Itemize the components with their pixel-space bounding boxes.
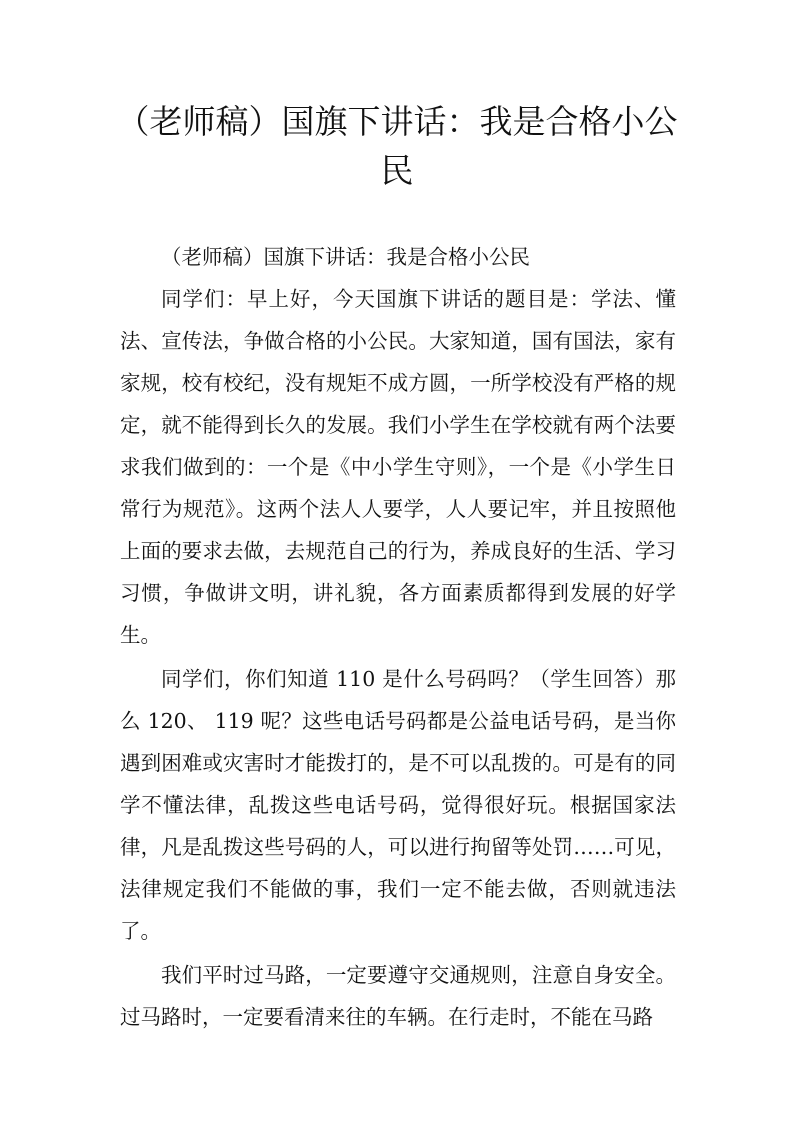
paragraph: 同学们，你们知道 110 是什么号码吗？（学生回答）那么 120、 119 呢？这些电话号码都是公益电话号码，是当你遇到困难或灾害时才能拨打的，是不可以乱拨的。可是有的同学不懂法律，乱拨这些电话号码，觉得很好玩。根据国家法律，凡是乱拨这些号码的人，可以进行拘留等处罚……可见，法律规定我们不能做的事，我们一定不能去做，否则就违法了。	[120, 667, 676, 943]
document-title: （老师稿）国旗下讲话：我是合格小公民	[116, 102, 678, 190]
paragraph-subtitle: （老师稿）国旗下讲话：我是合格小公民	[161, 245, 530, 269]
document-body	[120, 236, 676, 1038]
paragraph: 同学们：早上好，今天国旗下讲话的题目是：学法、懂法、宣传法，争做合格的小公民。大家知道，国有国法，家有家规，校有校纪，没有规矩不成方圆，一所学校没有严格的规定，就不能得到长久的发展。我们小学生在学校就有两个法要求我们做到的：一个是《中小学生守则》，一个是《小学生日常行为规范》。这两个法人人要学，人人要记牢，并且按照他上面的要求去做，去规范自己的行为，养成良好的生活、学习习惯，争做讲文明，讲礼貌，各方面素质都得到发展的好学生。	[120, 287, 676, 647]
paragraph: 我们平时过马路，一定要遵守交通规则，注意自身安全。过马路时，一定要看清来往的车辆。在行走时，不能在马路	[120, 963, 676, 1029]
